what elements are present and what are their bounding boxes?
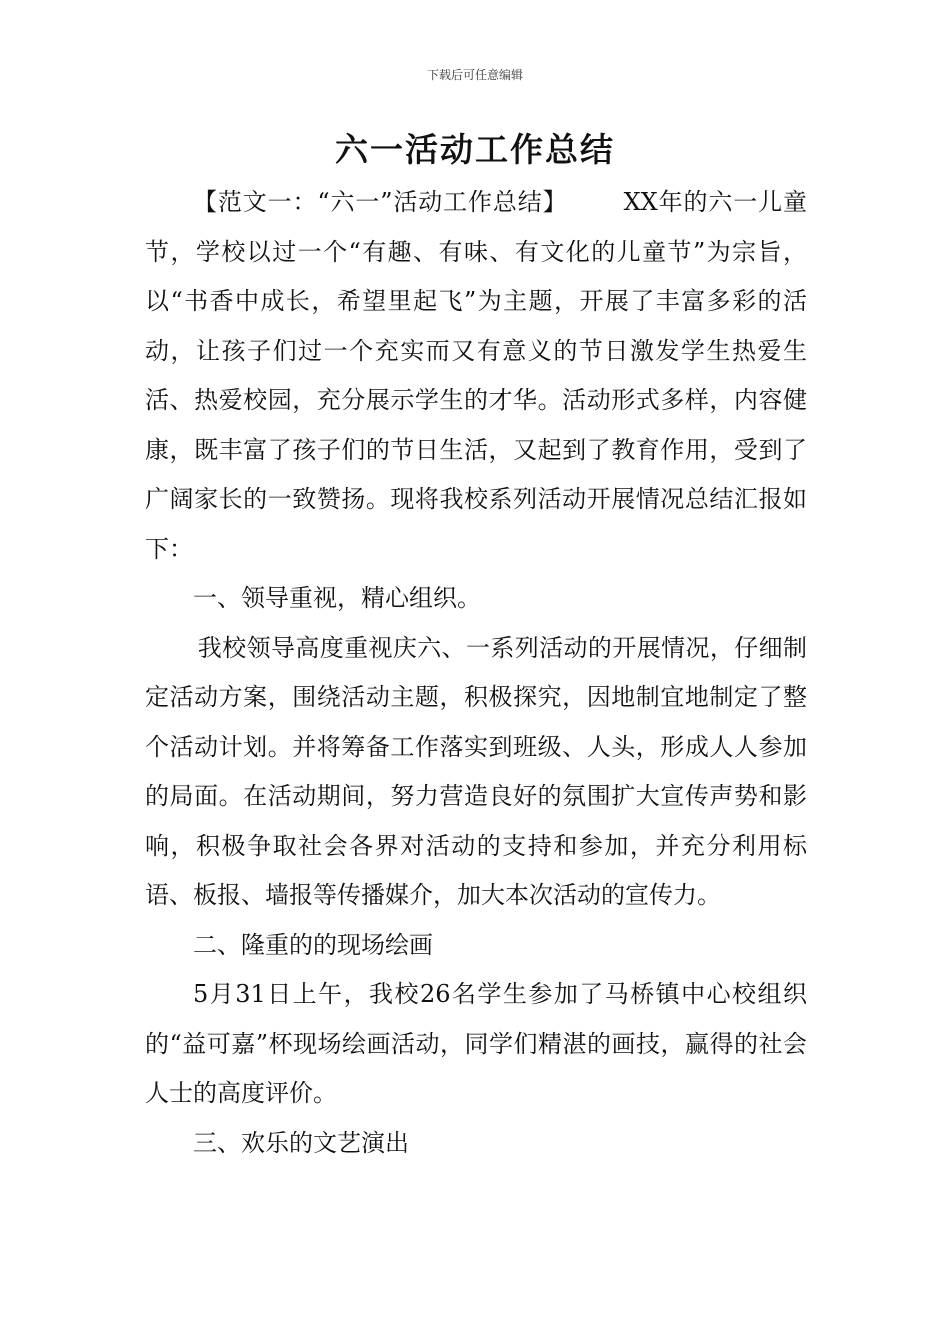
intro-label: 【范文一：“六一”活动工作总结】 bbox=[193, 188, 568, 216]
intro-paragraph bbox=[145, 178, 807, 574]
section-heading-1: 一、领导重视，精心组织。 bbox=[193, 584, 481, 612]
section-text-2: 5月31日上午，我校26名学生参加了马桥镇中心校组织的“益可嘉”杯现场绘画活动，同学们精湛的画技，赢得的社会人士的高度评价。 bbox=[145, 980, 807, 1107]
header-note: 下载后可任意编辑 bbox=[426, 68, 523, 82]
section-heading-2: 二、隆重的的现场绘画 bbox=[193, 930, 433, 959]
intro-text: XX年的六一儿童节，学校以过一个“有趣、有味、有文化的儿童节”为宗旨，以“书香中成长，希望里起飞”为主题，开展了丰富多彩的活动，让孩子们过一个充实而又有意义的节日激发学生热爱生活、热爱校园，充分展示学生的才华。活动形式多样，内容健康，既丰富了孩子们的节日生活，又起到了教育作用，受到了广阔家长的一致赞扬。现将我校系列活动开展情况总结汇报如下： bbox=[145, 188, 807, 563]
document-body bbox=[145, 178, 807, 1168]
section-heading-3: 三、欢乐的文艺演出 bbox=[193, 1128, 409, 1157]
section-text-1: 我校领导高度重视庆六、一系列活动的开展情况，仔细制定活动方案，围绕活动主题，积极探究，因地制宜地制定了整个活动计划。并将筹备工作落实到班级、人头，形成人人参加的局面。在活动期间，努力营造良好的氛围扩大宣传声势和影响，积极争取社会各界对活动的支持和参加，并充分利用标语、板报、墙报等传播媒介，加大本次活动的宣传力。 bbox=[145, 633, 807, 909]
page-title: 六一活动工作总结 bbox=[335, 130, 615, 169]
